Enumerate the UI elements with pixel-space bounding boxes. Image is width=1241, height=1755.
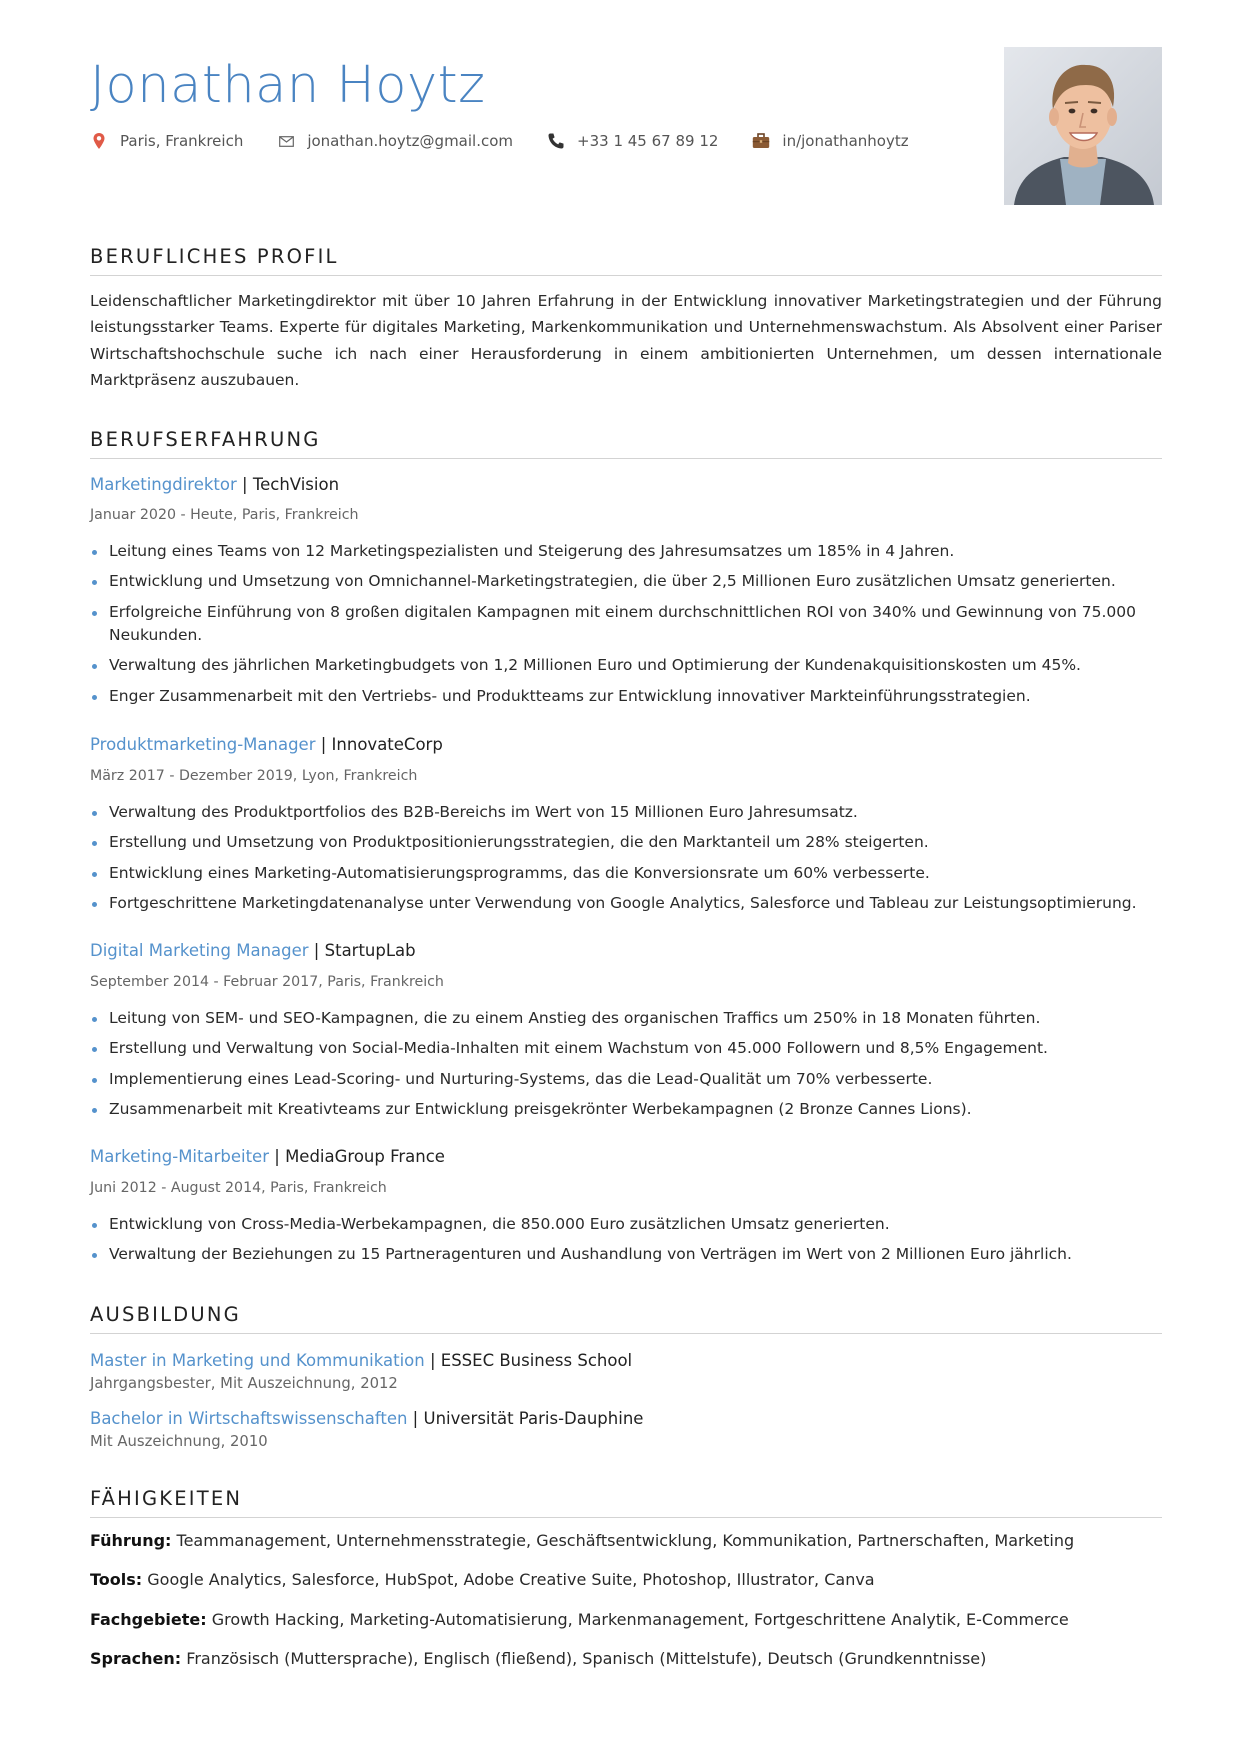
email-link[interactable]: jonathan.hoytz@gmail.com (307, 132, 514, 150)
job-title-line: Digital Marketing Manager | StartupLab (90, 941, 416, 960)
location-text: Paris, Frankreich (120, 132, 244, 150)
job-meta: Juni 2012 - August 2014, Paris, Frankreich (90, 1180, 387, 1196)
section-heading-education: AUSBILDUNG (90, 1303, 1162, 1334)
list-item: Verwaltung der Beziehungen zu 15 Partneragenturen und Aushandlung von Verträgen im Wert von 2 Millionen Euro jährlich. (90, 1243, 1162, 1266)
profile-summary: Leidenschaftlicher Marketingdirektor mit über 10 Jahren Erfahrung in der Entwicklung innovativer Marketingstrategien und der Führung leistungsstarker Teams. Experte für digitales Marketing, Markenkommunikation und Unternehmenswachstum. Als Absolvent einer Pariser Wirtschaftshochschule suche ich nach einer Herausforderung in einem ambitionierten Unternehmen, um dessen internationale Marktpräsenz auszubauen. (90, 292, 1162, 389)
job-title: Produktmarketing-Manager (90, 735, 316, 754)
contact-linkedin[interactable] (752, 132, 908, 150)
candidate-name: Jonathan Hoytz (90, 56, 486, 115)
list-item: Fortgeschrittene Marketingdatenanalyse unter Verwendung von Google Analytics, Salesforce und Tableau zur Leistungsoptimierung. (90, 892, 1162, 915)
list-item: Erstellung und Umsetzung von Produktpositionierungsstrategien, die den Marktanteil um 28% steigerten. (90, 831, 1162, 854)
degree-name: Bachelor in Wirtschaftswissenschaften (90, 1409, 408, 1428)
education-detail: Jahrgangsbester, Mit Auszeichnung, 2012 (90, 1375, 398, 1392)
job-title-line: Produktmarketing-Manager | InnovateCorp (90, 735, 443, 754)
job-bullets (90, 540, 1162, 715)
map-pin-icon (90, 132, 108, 150)
skill-value: Teammanagement, Unternehmensstrategie, Geschäftsentwicklung, Kommunikation, Partnerschaften, Marketing (176, 1531, 1075, 1550)
job-title: Digital Marketing Manager (90, 941, 309, 960)
section-heading-skills: FÄHIGKEITEN (90, 1487, 1162, 1518)
skill-value: Französisch (Muttersprache), Englisch (fließend), Spanisch (Mittelstufe), Deutsch (Grundkenntnisse) (186, 1649, 987, 1668)
skill-line (90, 1649, 986, 1668)
education-detail: Mit Auszeichnung, 2010 (90, 1433, 268, 1450)
list-item: Verwaltung des jährlichen Marketingbudgets von 1,2 Millionen Euro und Optimierung der Kundenakquisitionskosten um 45%. (90, 654, 1162, 677)
skill-label: Fachgebiete: (90, 1610, 207, 1629)
list-item: Entwicklung eines Marketing-Automatisierungsprogramms, das die Konversionsrate um 60% verbesserte. (90, 862, 1162, 885)
list-item: Enger Zusammenarbeit mit den Vertriebs- und Produktteams zur Entwicklung innovativer Markteinführungsstrategien. (90, 685, 1162, 708)
job-title-line: Marketing-Mitarbeiter | MediaGroup France (90, 1147, 445, 1166)
job-bullets (90, 1213, 1162, 1274)
list-item: Leitung von SEM- und SEO-Kampagnen, die zu einem Anstieg des organischen Traffics um 250% in 18 Monaten führten. (90, 1007, 1162, 1030)
skill-label: Tools: (90, 1570, 143, 1589)
briefcase-icon (752, 132, 770, 150)
skill-value: Growth Hacking, Marketing-Automatisierung, Markenmanagement, Fortgeschrittene Analytik, E-Commerce (211, 1610, 1069, 1629)
list-item: Verwaltung des Produktportfolios des B2B-Bereichs im Wert von 15 Millionen Euro Jahresumsatz. (90, 801, 1162, 824)
job-bullets (90, 801, 1162, 923)
education-title-line: Bachelor in Wirtschaftswissenschaften | Universität Paris-Dauphine (90, 1409, 644, 1428)
job-bullets (90, 1007, 1162, 1129)
profile-photo (1004, 47, 1162, 205)
job-meta: März 2017 - Dezember 2019, Lyon, Frankreich (90, 768, 418, 784)
list-item: Entwicklung von Cross-Media-Werbekampagnen, die 850.000 Euro zusätzlichen Umsatz generierten. (90, 1213, 1162, 1236)
linkedin-link[interactable]: in/jonathanhoytz (782, 132, 909, 150)
job-title: Marketingdirektor (90, 475, 237, 494)
contact-location (90, 132, 243, 150)
contact-email[interactable] (277, 132, 513, 150)
job-title-line: Marketingdirektor | TechVision (90, 475, 340, 494)
contact-phone[interactable] (547, 132, 718, 150)
list-item: Zusammenarbeit mit Kreativteams zur Entwicklung preisgekrönter Werbekampagnen (2 Bronze Cannes Lions). (90, 1098, 1162, 1121)
phone-text[interactable]: +33 1 45 67 89 12 (577, 132, 719, 150)
degree-name: Master in Marketing und Kommunikation (90, 1351, 425, 1370)
job-company: InnovateCorp (331, 735, 443, 754)
skill-line (90, 1570, 875, 1589)
school-name: ESSEC Business School (440, 1351, 633, 1370)
job-company: TechVision (252, 475, 340, 494)
contact-bar (90, 132, 943, 150)
list-item: Leitung eines Teams von 12 Marketingspezialisten und Steigerung des Jahresumsatzes um 185% in 4 Jahren. (90, 540, 1162, 563)
list-item: Implementierung eines Lead-Scoring- und Nurturing-Systems, das die Lead-Qualität um 70% verbesserte. (90, 1068, 1162, 1091)
list-item: Erstellung und Verwaltung von Social-Media-Inhalten mit einem Wachstum von 45.000 Followern und 8,5% Engagement. (90, 1037, 1162, 1060)
skill-label: Führung: (90, 1531, 172, 1550)
skill-value: Google Analytics, Salesforce, HubSpot, Adobe Creative Suite, Photoshop, Illustrator, Canva (147, 1570, 875, 1589)
job-company: StartupLab (324, 941, 416, 960)
education-title-line: Master in Marketing und Kommunikation | ESSEC Business School (90, 1351, 633, 1370)
job-meta: September 2014 - Februar 2017, Paris, Frankreich (90, 974, 444, 990)
job-title: Marketing-Mitarbeiter (90, 1147, 269, 1166)
list-item: Erfolgreiche Einführung von 8 großen digitalen Kampagnen mit einem durchschnittlichen ROI von 340% und Gewinnung von 75.000 Neukunden. (90, 601, 1162, 647)
job-meta: Januar 2020 - Heute, Paris, Frankreich (90, 507, 359, 523)
section-heading-experience: BERUFSERFAHRUNG (90, 428, 1162, 459)
school-name: Universität Paris-Dauphine (423, 1409, 644, 1428)
section-heading-profile: BERUFLICHES PROFIL (90, 245, 1162, 276)
envelope-icon (277, 132, 295, 150)
skill-line (90, 1610, 1069, 1629)
list-item: Entwicklung und Umsetzung von Omnichannel-Marketingstrategien, die über 2,5 Millionen Euro zusätzlichen Umsatz generierten. (90, 570, 1162, 593)
phone-icon (547, 132, 565, 150)
skill-label: Sprachen: (90, 1649, 182, 1668)
skill-line (90, 1531, 1074, 1550)
job-company: MediaGroup France (285, 1147, 445, 1166)
